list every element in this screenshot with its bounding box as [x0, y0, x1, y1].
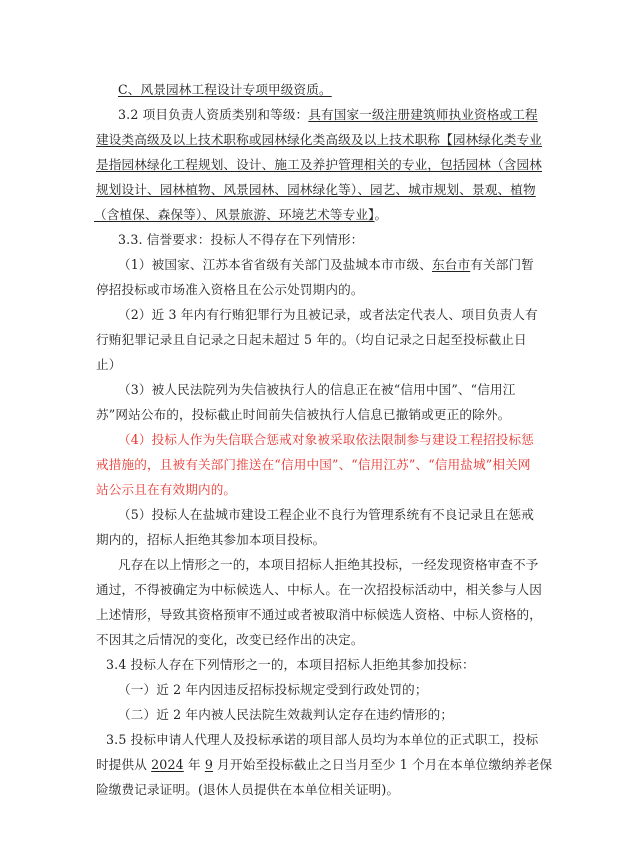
para-rejection-line: 不因其之后情况的变化，改变已经作出的决定。 — [96, 632, 364, 647]
para-item-2-line: 行贿犯罪记录且自记录之日起未超过 5 年的。（均自记录之日起至投标截止日 — [96, 332, 527, 347]
para-rejection-line: 凡存在以上情形之一的，本项目招标人拒绝其投标，一经发现资格审查不予 — [118, 557, 539, 572]
para-item-2-line: 止） — [96, 357, 122, 372]
para-qualification-c: C、风景园林工程设计专项甲级资质。 — [118, 82, 332, 97]
para-item-4-line: 站公示且在有效期内的。 — [96, 482, 237, 497]
para-3-2-requirement: 具有国家一级注册建筑师执业资格或工程 — [308, 107, 538, 122]
start-month: 9 — [204, 757, 214, 772]
para-3-4-item-2: （二）近 2 年内被人民法院生效裁判认定存在违约情形的； — [118, 707, 454, 722]
para-item-4-line: （4）投标人作为失信联合惩戒对象被采取依法限制参与建设工程招投标惩 — [118, 432, 534, 447]
para-3-2-line: 是指园林绿化工程规划、设计、施工及养护管理相关的专业，包括园林（含园林 — [96, 157, 543, 172]
para-3-2-heading: 3.2 项目负责人资质类别和等级： — [118, 107, 309, 122]
para-item-1-text: 有关部门暂 — [470, 257, 534, 272]
para-3-2-line — [94, 207, 619, 223]
city-name-dongtai: 东台市 — [432, 257, 471, 272]
para-item-1-text: （1）被国家、江苏本省省级有关部门及盐城本市市级、 — [118, 257, 433, 272]
para-3-5-text: 年 — [183, 757, 205, 772]
para-item-1-line: 停招投标或市场准入资格且在公示处罚期内的。 — [96, 282, 364, 297]
period: 。 — [374, 207, 388, 222]
para-item-3-line: 苏”网站公布的，投标截止时间前失信被执行人信息已撤销或更正的除外。 — [96, 407, 511, 422]
para-3-4-heading: 3.4 投标人存在下列情形之一的，本项目招标人拒绝其参加投标： — [106, 657, 475, 672]
para-item-5-line: （5）投标人在盐城市建设工程企业不良行为管理系统有不良记录且在惩戒 — [118, 507, 534, 522]
para-3-5-line: 3.5 投标申请人代理人及投标承诺的项目部人员均为本单位的正式职工，投标 — [106, 732, 539, 747]
para-3-5-text: 时提供从 — [96, 757, 152, 772]
para-3-5-line — [96, 757, 619, 773]
para-item-2-line: （2）近 3 年内有行贿犯罪行为且被记录，或者法定代表人、项目负责人有 — [118, 307, 538, 322]
para-3-5-line: 险缴费记录证明。(退休人员提供在本单位相关证明)。 — [96, 782, 400, 797]
para-item-4-line: 戒措施的，且被有关部门推送在“信用中国”、“信用江苏”、“信用盐城”相关网 — [96, 457, 531, 472]
para-3-2-line — [118, 107, 619, 123]
para-3-2-line: 规划设计、园林植物、风景园林、园林绿化等）、园艺、城市规划、景观、植物 — [96, 182, 536, 197]
start-year: 2024 — [151, 757, 184, 772]
para-3-3-heading: 3.3. 信誉要求：投标人不得存在下列情形： — [118, 232, 364, 247]
para-rejection-line: 通过，不得被确定为中标候选人、中标人。在一次招投标活动中，相关参与人因 — [96, 582, 543, 597]
para-3-4-item-1: （一）近 2 年内因违反招标投标规定受到行政处罚的； — [118, 682, 428, 697]
para-3-2-line: 建设类高级及以上技术职称或园林绿化类高级及以上技术职称【园林绿化类专业 — [96, 132, 543, 147]
para-rejection-line: 上述情形，导致其资格预审不通过或者被取消中标候选人资格、中标人资格的， — [96, 607, 543, 622]
para-item-1-line — [118, 257, 619, 273]
para-3-2-tail: （含植保、森保等）、风景旅游、环境艺术等专业】 — [94, 207, 375, 222]
para-item-5-line: 期内的，招标人拒绝其参加本项目投标。 — [96, 532, 326, 547]
para-3-5-text: 月开始至投标截止之日当月至少 1 个月在本单位缴纳养老保 — [213, 757, 553, 772]
para-item-3-line: （3）被人民法院列为失信被执行人的信息正在被“信用中国”、“信用江 — [118, 382, 516, 397]
